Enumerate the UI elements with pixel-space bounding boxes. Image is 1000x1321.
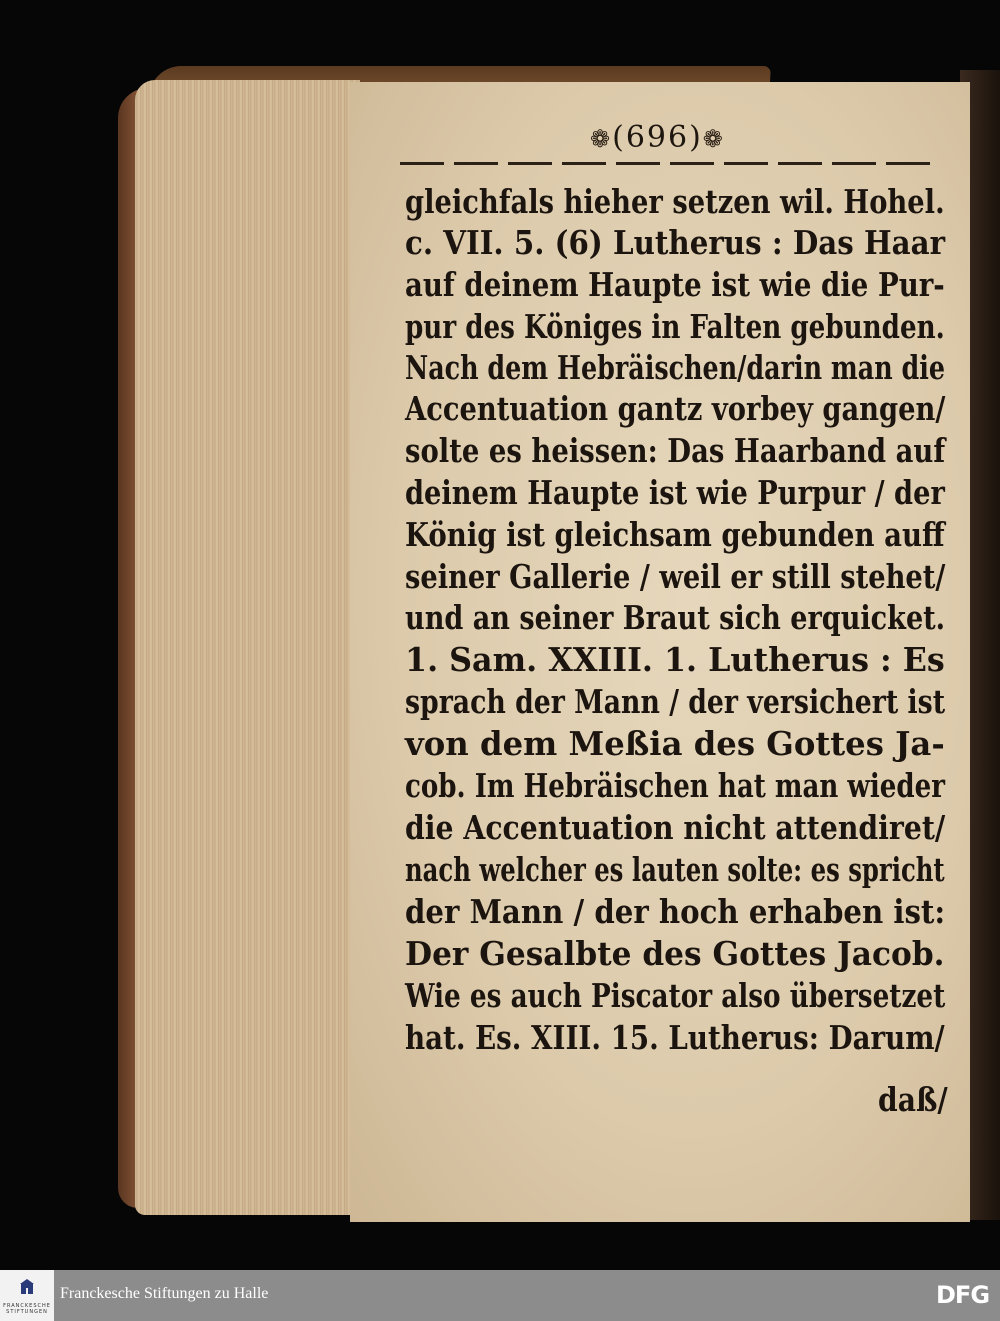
text-line: sprach der Mann / der versichert ist <box>405 682 946 721</box>
text-line: 1. Sam. XXIII. 1. Lutherus : Es <box>405 640 945 679</box>
header-rule <box>400 162 940 165</box>
text-line: König ist gleichsam gebunden auff <box>405 515 945 554</box>
text-line: der Mann / der hoch erhaben ist: <box>405 892 946 931</box>
catchword: daß/ <box>878 1080 948 1119</box>
text-line: Nach dem Hebräischen/darin man die <box>405 348 946 387</box>
text-line: hat. Es. XIII. 15. Lutherus: Darum/ <box>405 1018 945 1057</box>
text-line: auf deinem Haupte ist wie die Pur- <box>405 265 945 304</box>
dfg-logo[interactable]: DFG <box>936 1281 990 1309</box>
orphanage-building-icon <box>19 1278 35 1294</box>
text-line: seiner Gallerie / weil er still stehet/ <box>405 557 946 596</box>
text-line: von dem Meßia des Gottes Ja- <box>405 724 945 763</box>
text-line: Wie es auch Piscator also übersetzet <box>405 976 946 1015</box>
viewer-footer <box>0 1270 1000 1321</box>
text-line: Der Gesalbte des Gottes Jacob. <box>405 934 945 973</box>
flower-ornament-icon: ❁ <box>590 125 613 153</box>
text-line: Accentuation gantz vorbey gangen/ <box>405 389 946 428</box>
text-line: cob. Im Hebräischen hat man wieder <box>405 766 945 805</box>
text-line: solte es heissen: Das Haarband auf <box>405 431 946 470</box>
flower-ornament-icon: ❁ <box>702 125 725 153</box>
institution-logo[interactable] <box>0 1270 54 1321</box>
text-line: nach welcher es lauten solte: es spricht <box>405 850 945 889</box>
text-line: c. VII. 5. (6) Lutherus : Das Haar <box>405 223 946 262</box>
page-number: (696) <box>612 120 703 155</box>
page-header <box>590 120 725 155</box>
page-edges <box>135 80 360 1215</box>
logo-text: FRANCKESCHE STIFTUNGEN <box>3 1303 51 1315</box>
institution-name[interactable]: Franckesche Stiftungen zu Halle <box>60 1285 269 1302</box>
text-line: deinem Haupte ist wie Purpur / der <box>405 473 945 512</box>
text-line: gleichfals hieher setzen wil. Hohel. <box>405 182 945 221</box>
text-line: und an seiner Braut sich erquicket. <box>405 598 946 637</box>
text-line: die Accentuation nicht attendiret/ <box>405 808 946 847</box>
text-line: pur des Königes in Falten gebunden. <box>405 307 945 346</box>
